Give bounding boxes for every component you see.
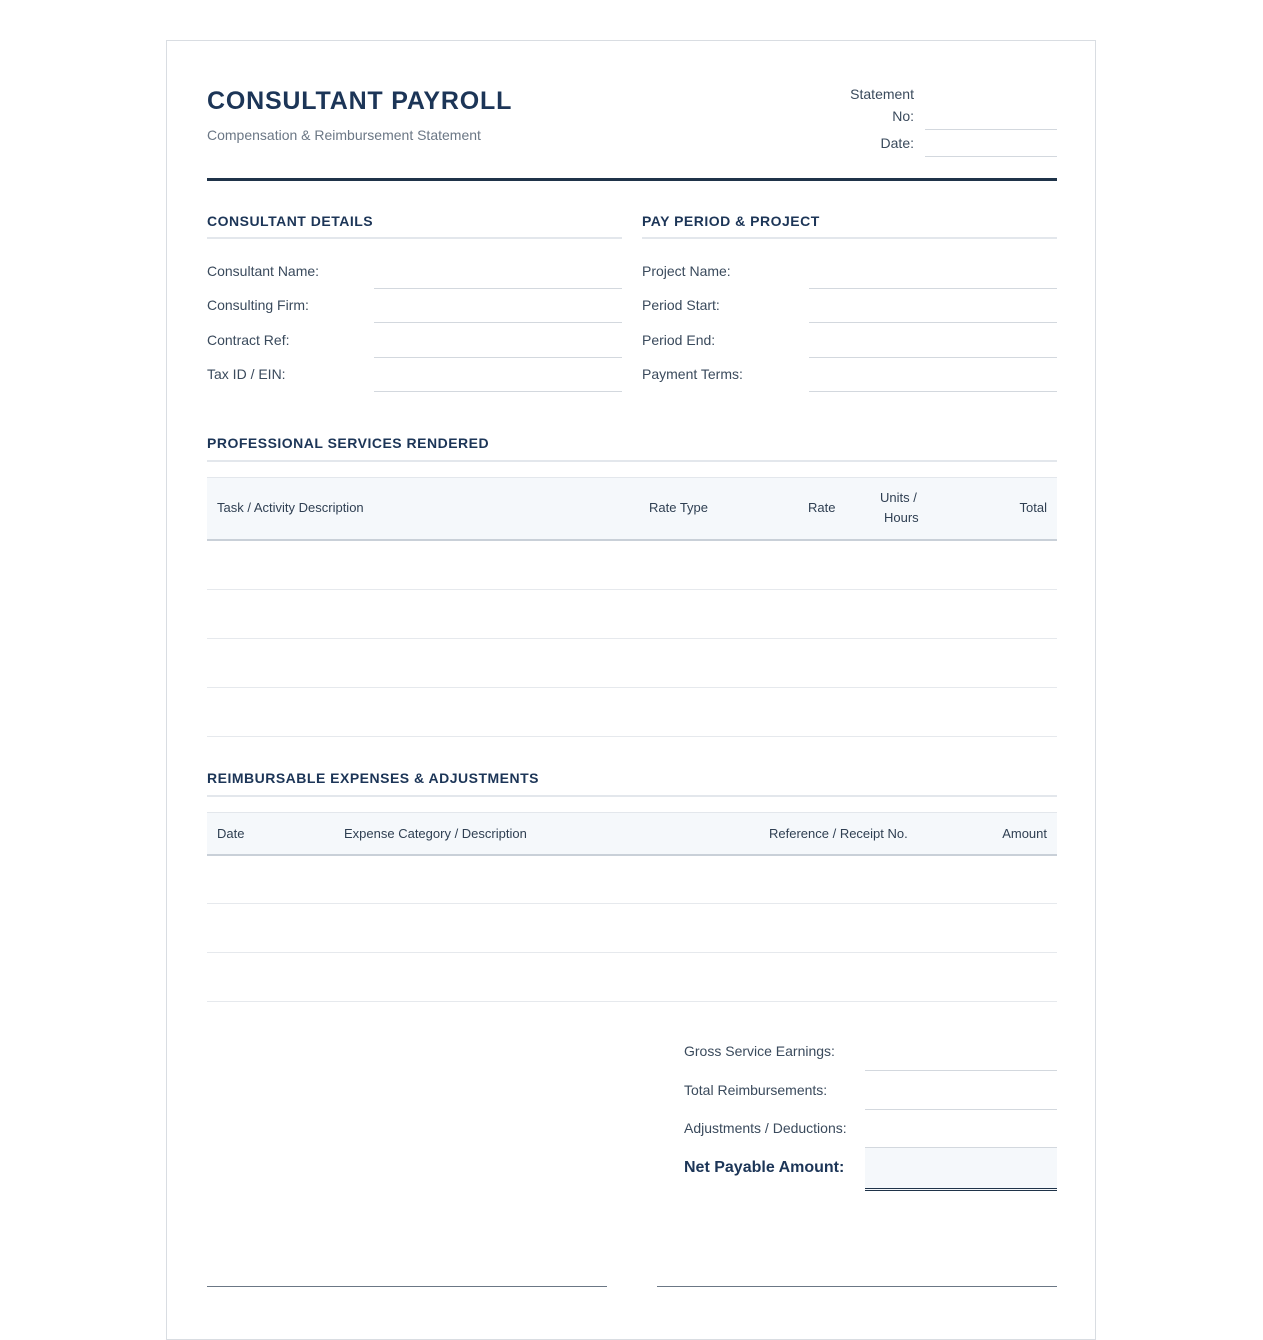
col-amount: Amount [1002, 826, 1047, 841]
period-start-field[interactable] [809, 322, 1057, 323]
date-field[interactable] [925, 156, 1057, 157]
table-row[interactable] [207, 687, 1057, 688]
period-end-label: Period End: [642, 332, 716, 348]
expenses-heading: REIMBURSABLE EXPENSES & ADJUSTMENTS [207, 770, 540, 786]
consultant-name-field[interactable] [374, 288, 622, 289]
total-reimbursements-field[interactable] [865, 1109, 1057, 1110]
period-end-field[interactable] [809, 357, 1057, 358]
consulting-firm-field[interactable] [374, 322, 622, 323]
period-start-label: Period Start: [642, 297, 720, 313]
contract-ref-field[interactable] [374, 357, 622, 358]
page-title: CONSULTANT PAYROLL [207, 87, 513, 115]
col-units-line2: Hours [884, 510, 919, 525]
table-row[interactable] [207, 1001, 1057, 1002]
tax-id-field[interactable] [374, 391, 622, 392]
statement-no-field[interactable] [925, 129, 1057, 130]
services-rule [207, 460, 1057, 462]
table-row[interactable] [207, 952, 1057, 953]
expenses-rule [207, 795, 1057, 797]
table-row[interactable] [207, 903, 1057, 904]
col-rate-type: Rate Type [649, 500, 709, 515]
col-reference: Reference / Receipt No. [769, 826, 908, 841]
expenses-table-header [207, 812, 1057, 856]
pay-period-rule [642, 237, 1057, 239]
payment-terms-field[interactable] [809, 391, 1057, 392]
payment-terms-label: Payment Terms: [642, 366, 743, 382]
col-task-description: Task / Activity Description [217, 500, 364, 515]
consultant-name-label: Consultant Name: [207, 263, 320, 279]
services-heading: PROFESSIONAL SERVICES RENDERED [207, 435, 490, 451]
statement-no-label-line1: Statement [850, 86, 914, 102]
consultant-signature-line[interactable] [207, 1286, 607, 1287]
services-table-header [207, 477, 1057, 541]
col-date: Date [217, 826, 245, 841]
consultant-details-heading: CONSULTANT DETAILS [207, 213, 374, 229]
statement-no-label-line2: No: [892, 108, 914, 124]
col-units-line1: Units / [880, 490, 917, 505]
date-label: Date: [880, 135, 914, 151]
table-row[interactable] [207, 589, 1057, 590]
consultant-details-rule [207, 237, 622, 239]
net-payable-field[interactable] [865, 1148, 1057, 1191]
gross-earnings-label: Gross Service Earnings: [684, 1043, 835, 1059]
adjustments-label: Adjustments / Deductions: [684, 1120, 847, 1136]
header-divider [207, 178, 1057, 181]
col-rate: Rate [808, 500, 836, 515]
col-expense-category: Expense Category / Description [344, 826, 527, 841]
payroll-statement-page [166, 40, 1096, 1340]
contract-ref-label: Contract Ref: [207, 332, 290, 348]
page-subtitle: Compensation & Reimbursement Statement [207, 127, 481, 143]
gross-earnings-field[interactable] [865, 1070, 1057, 1071]
table-row[interactable] [207, 736, 1057, 737]
approver-signature-line[interactable] [657, 1286, 1057, 1287]
project-name-field[interactable] [809, 288, 1057, 289]
net-payable-label: Net Payable Amount: [684, 1159, 845, 1176]
table-row[interactable] [207, 638, 1057, 639]
col-total: Total [1019, 500, 1047, 515]
total-reimbursements-label: Total Reimbursements: [684, 1082, 828, 1098]
pay-period-heading: PAY PERIOD & PROJECT [642, 213, 820, 229]
consulting-firm-label: Consulting Firm: [207, 297, 309, 313]
project-name-label: Project Name: [642, 263, 731, 279]
tax-id-label: Tax ID / EIN: [207, 366, 286, 382]
